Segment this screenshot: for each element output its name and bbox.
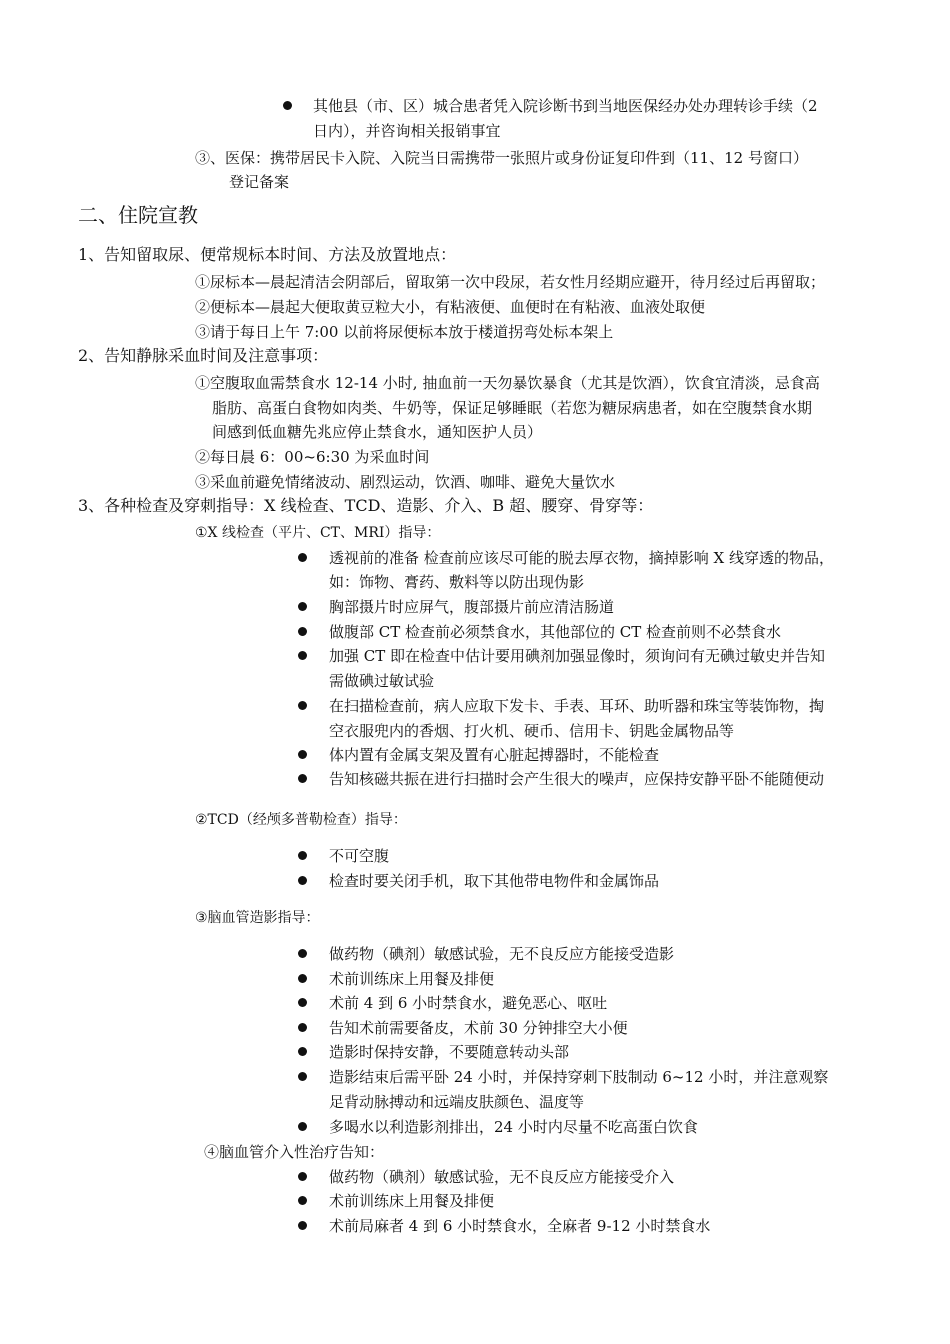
xray-title: ①X 线检查（平片、CT、MRI）指导：	[195, 525, 441, 541]
angio-title-rest: 造影指导：	[249, 910, 320, 926]
bullet-icon	[298, 627, 307, 636]
section-title: 二、住院宣教	[78, 203, 198, 227]
s3-heading: 3、各种检查及穿刺指导：X 线检查、TCD、造影、介入、B 超、腰穿、骨穿等：	[78, 496, 654, 515]
s2-item3: ③采血前避免情绪波动、剧烈运动，饮酒、咖啡、避免大量饮水	[195, 473, 616, 491]
angio-title	[195, 908, 320, 928]
insurance-item-cont: 登记备案	[229, 173, 290, 191]
xray-bullet-cont: 如：饰物、膏药、敷料等以防出现伪影	[329, 573, 585, 591]
angio-bullet-cont: 足背动脉搏动和远端皮肤颜色、温度等	[329, 1093, 585, 1111]
s1-heading: 1、告知留取尿、便常规标本时间、方法及放置地点：	[78, 245, 457, 264]
bullet-icon	[298, 1172, 307, 1181]
bullet-icon	[298, 1122, 307, 1131]
angio-bullet: 造影时保持安静，不要随意转动头部	[329, 1043, 570, 1061]
s2-item1-cont: 脂肪、高蛋白食物如肉类、牛奶等，保证足够睡眠（若您为糖尿病患者，如在空腹禁食水期	[212, 399, 813, 417]
xray-bullet: 告知核磁共振在进行扫描时会产生很大的噪声，应保持安静平卧不能随便动	[329, 770, 825, 788]
bullet-icon	[283, 101, 292, 110]
bullet-icon	[298, 974, 307, 983]
s2-heading: 2、告知静脉采血时间及注意事项：	[78, 346, 329, 365]
interv-title: ④脑血管介入性治疗告知：	[204, 1143, 385, 1161]
angio-bullet: 多喝水以利造影剂排出，24 小时内尽量不吃高蛋白饮食	[329, 1118, 698, 1136]
s1-item: ②便标本—晨起大便取黄豆粒大小，有粘液便、血便时在有粘液、血液处取便	[195, 298, 706, 316]
interv-bullet: 术前局麻者 4 到 6 小时禁食水，全麻者 9-12 小时禁食水	[329, 1217, 711, 1235]
xray-bullet-cont: 需做碘过敏试验	[329, 672, 435, 690]
interv-bullet: 术前训练床上用餐及排便	[329, 1192, 495, 1210]
bullet-icon	[298, 602, 307, 611]
bullet-icon	[298, 876, 307, 885]
angio-bullet: 造影结束后需平卧 24 小时，并保持穿刺下肢制动 6~12 小时，并注意观察	[329, 1068, 829, 1086]
xray-bullet: 胸部摄片时应屏气，腹部摄片前应清洁肠道	[329, 598, 615, 616]
xray-bullet: 做腹部 CT 检查前必须禁食水，其他部位的 CT 检查前则不必禁食水	[329, 623, 782, 641]
bullet-icon	[298, 750, 307, 759]
bullet-icon	[298, 1047, 307, 1056]
tcd-title: ②TCD（经颅多普勒检查）指导：	[195, 812, 407, 828]
bullet-icon	[298, 1221, 307, 1230]
bullet-icon	[298, 949, 307, 958]
bullet-icon	[298, 774, 307, 783]
bullet-icon	[298, 1023, 307, 1032]
tcd-bullet: 检查时要关闭手机，取下其他带电物件和金属饰品	[329, 872, 660, 890]
bullet-text: 其他县（市、区）城合患者凭入院诊断书到当地医保经办处办理转诊手续（2	[313, 97, 818, 115]
angio-bullet: 术前 4 到 6 小时禁食水，避免恶心、呕吐	[329, 994, 608, 1012]
s2-item2: ②每日晨 6：00~6:30 为采血时间	[195, 448, 430, 466]
s1-item: ③请于每日上午 7:00 以前将尿便标本放于楼道拐弯处标本架上	[195, 323, 614, 341]
xray-bullet: 在扫描检查前，病人应取下发卡、手表、耳环、助听器和珠宝等装饰物，掏	[329, 697, 825, 715]
angio-bullet: 术前训练床上用餐及排便	[329, 970, 495, 988]
bullet-icon	[298, 851, 307, 860]
bullet-icon	[298, 1072, 307, 1081]
s1-item: ①尿标本—晨起清洁会阴部后，留取第一次中段尿，若女性月经期应避开，待月经过后再留取；	[195, 273, 826, 291]
bullet-icon	[298, 701, 307, 710]
xray-bullet: 加强 CT 即在检查中估计要用碘剂加强显像时，须询问有无碘过敏史并告知	[329, 647, 826, 665]
tcd-bullet: 不可空腹	[329, 847, 390, 865]
xray-bullet: 体内置有金属支架及置有心脏起搏器时，不能检查	[329, 746, 660, 764]
s2-item1-cont: 间感到低血糖先兆应停止禁食水，通知医护人员）	[212, 423, 543, 441]
xray-bullet: 透视前的准备 检查前应该尽可能的脱去厚衣物，摘掉影响 X 线穿透的物品，	[329, 549, 834, 567]
bullet-icon	[298, 998, 307, 1007]
interv-bullet: 做药物（碘剂）敏感试验，无不良反应方能接受介入	[329, 1168, 675, 1186]
xray-bullet-cont: 空衣服兜内的香烟、打火机、硬币、信用卡、钥匙金属物品等	[329, 722, 735, 740]
insurance-item: ③、医保：携带居民卡入院、入院当日需携带一张照片或身份证复印件到（11、12 号窗口）	[195, 149, 808, 167]
s2-item1: ①空腹取血需禁食水 12-14 小时, 抽血前一天勿暴饮暴食（尤其是饮酒），饮食宜清淡，忌食高	[195, 374, 820, 392]
bullet-icon	[298, 553, 307, 562]
bullet-text-cont: 日内），并咨询相关报销事宜	[313, 122, 501, 140]
angio-bullet: 告知术前需要备皮，术前 30 分钟排空大小便	[329, 1019, 628, 1037]
bullet-icon	[298, 1196, 307, 1205]
angio-title-bold: ③脑血管	[195, 910, 250, 926]
angio-bullet: 做药物（碘剂）敏感试验，无不良反应方能接受造影	[329, 945, 675, 963]
bullet-icon	[298, 651, 307, 660]
